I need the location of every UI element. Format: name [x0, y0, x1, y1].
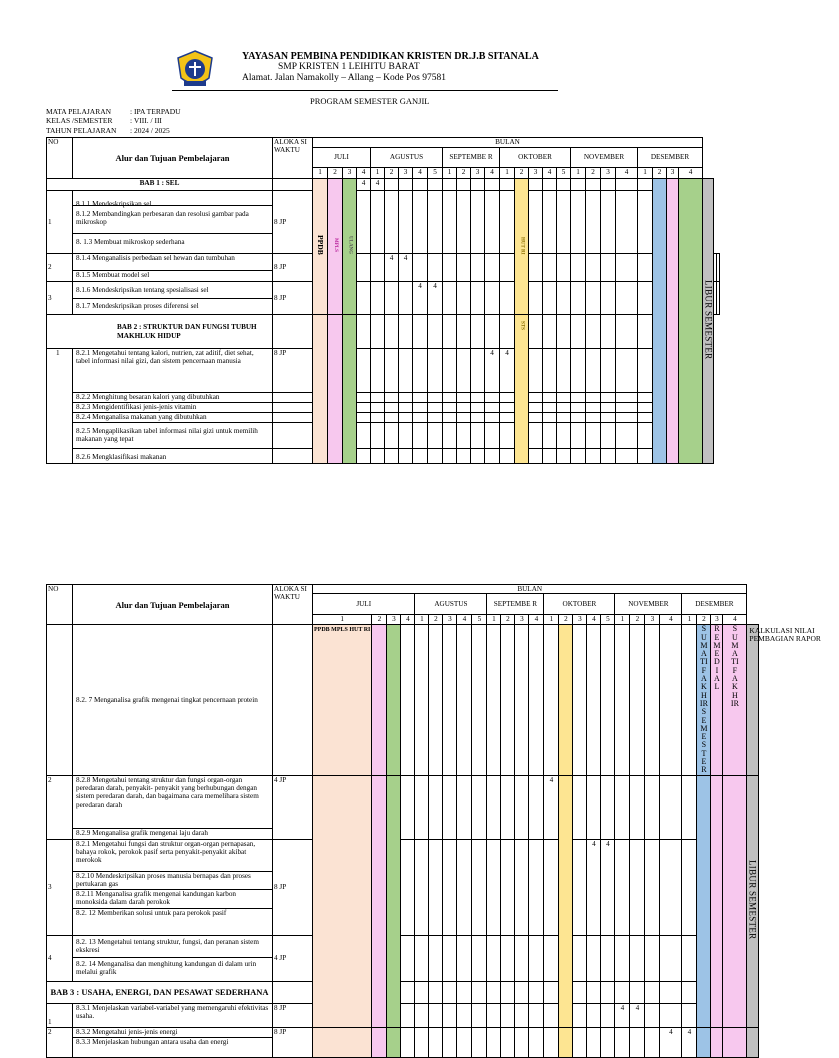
- week-cell: 3: [443, 615, 457, 625]
- top-labels: PPDB MPLS HUT RI: [314, 627, 371, 634]
- sumatif-column: [697, 625, 711, 775]
- item: 8.2. 12 Memberikan solusi untuk para perokok pasif: [76, 908, 227, 917]
- week-cell: 3: [529, 168, 543, 179]
- week-value: 4: [601, 839, 615, 935]
- month-november: NOVEMBER: [615, 594, 682, 615]
- row-items: [73, 935, 273, 981]
- item: 8.2.11 Menganalisa grafik mengenai kandungan karbon monoksida dalam darah perokok: [73, 890, 272, 909]
- week-value: 4: [357, 179, 371, 191]
- row-no: 3: [47, 282, 73, 315]
- month-juli: JULI: [313, 594, 415, 615]
- row-items: [73, 254, 273, 282]
- ppdb-column: [313, 315, 328, 464]
- week-cell: 2: [586, 168, 601, 179]
- row-no: 1: [47, 191, 73, 254]
- item: 8.2. 14 Menganalisa dan menghitung kandungan di dalam urin melalui grafik: [76, 959, 257, 976]
- week-cell: 1: [500, 168, 515, 179]
- week-cell: 2: [559, 615, 573, 625]
- bab2-heading: BAB 2 : STRUKTUR DAN FUNGSI TUBUH MAKHLUK HIDUP: [47, 315, 273, 349]
- item: 8.3.1 Menjelaskan variabel-variabel yang memengaruhi efektivitas usaha.: [73, 1003, 273, 1027]
- month-oktober: OKTOBER: [500, 148, 571, 168]
- ulang-label: ULANG: [347, 236, 353, 255]
- week-cell: 2: [697, 615, 711, 625]
- item: 8.1.4 Menganalisis perbedaan sel hewan dan tumbuhan: [73, 254, 272, 271]
- item: 8.3.3 Menjelaskan hubungan antara usaha dan energi: [76, 1037, 229, 1046]
- month-desember: DESEMBER: [682, 594, 747, 615]
- week-value: 4: [615, 1003, 630, 1027]
- libur-column: [747, 1027, 758, 1057]
- week-cell: 1: [487, 615, 501, 625]
- week-cell: 4: [485, 168, 500, 179]
- week-cell: 5: [472, 615, 487, 625]
- school-address: Alamat. Jalan Namakolly – Allang – Kode Pos 97581: [242, 73, 446, 83]
- no-header: NO: [47, 138, 73, 179]
- week-cell: 2: [653, 168, 667, 179]
- week-cell: 4: [723, 615, 747, 625]
- week-cell: 3: [573, 615, 587, 625]
- aloka-header: ALOKA SI WAKTU: [273, 585, 313, 625]
- row-no: 4: [47, 935, 73, 981]
- row-items: [73, 775, 273, 839]
- kalkulasi-column: [723, 625, 747, 775]
- month-agustus: AGUSTUS: [415, 594, 487, 615]
- green-column: [343, 179, 357, 315]
- program-title: PROGRAM SEMESTER GANJIL: [310, 96, 430, 106]
- yellow-column: [559, 625, 573, 775]
- week-cell: 3: [515, 615, 529, 625]
- week-value: 4: [385, 254, 399, 282]
- schedule-table-2: [46, 584, 821, 1058]
- item: 8.1.1 Mendeskripsikan sel: [73, 191, 272, 206]
- month-oktober: OKTOBER: [544, 594, 615, 615]
- school-name: SMP KRISTEN 1 LEIHITU BARAT: [278, 62, 420, 72]
- week-cell: 4: [357, 168, 371, 179]
- sumatif-column: [697, 1027, 711, 1057]
- week-cell: 2: [385, 168, 399, 179]
- row-jp: 8 JP: [273, 349, 313, 393]
- week-value: 4: [587, 839, 601, 935]
- row-jp: 8 JP: [273, 191, 313, 254]
- aloka-header: ALOKA SI WAKTU: [273, 138, 313, 179]
- green-column: [387, 1027, 401, 1057]
- month-november: NOVEMBER: [571, 148, 638, 168]
- remedial-column: [711, 625, 723, 775]
- schedule-table-1: [46, 137, 720, 464]
- week-cell: 2: [372, 615, 387, 625]
- ppdb-label: PPDB: [316, 235, 326, 256]
- week-cell: 2: [457, 168, 471, 179]
- kalkulasi-column: [723, 1027, 747, 1057]
- week-cell: 1: [682, 615, 697, 625]
- bab1-heading: BAB 1 : SEL: [47, 179, 273, 191]
- rapor-column: [747, 625, 821, 775]
- week-cell: 1: [443, 168, 457, 179]
- year-value: : 2024 / 2025: [130, 125, 170, 135]
- ppdb-column: [313, 1027, 372, 1057]
- subject-label: MATA PELAJARAN: [46, 107, 112, 116]
- week-cell: 2: [630, 615, 645, 625]
- year-label: TAHUN PELAJARAN: [46, 125, 117, 135]
- week-value: 4: [682, 1027, 697, 1057]
- mpls-column: [328, 315, 343, 464]
- week-cell: 1: [544, 615, 559, 625]
- week-cell: 4: [587, 615, 601, 625]
- week-value: 4: [500, 349, 515, 393]
- week-cell: 2: [429, 615, 443, 625]
- kalkulasi-text: KALKULASI NILAI: [749, 626, 815, 636]
- week-value: 4: [371, 179, 385, 191]
- yellow-column: [559, 775, 573, 1027]
- ppdb-column: [313, 775, 372, 1027]
- row-jp: 4 JP: [273, 935, 313, 981]
- libur-column: [747, 775, 758, 1027]
- item: 8.2.10 Mendeskripsikan proses manusia bernapas dan proses pertukaran gas: [73, 872, 272, 890]
- week-cell: 1: [313, 615, 372, 625]
- row-jp: 8 JP: [273, 1003, 313, 1027]
- item: 8.2.9 Menganalisa grafik mengenai laju darah: [76, 828, 208, 837]
- week-cell: 4: [660, 615, 682, 625]
- week-value: 4: [428, 282, 443, 315]
- yellow-column: [559, 1027, 573, 1057]
- ppdb-column: [313, 625, 372, 775]
- desember-w3-column: [679, 179, 703, 464]
- week-value: 4: [413, 282, 428, 315]
- pembagian-text: PEMBAGIAN RAPOR: [749, 634, 821, 644]
- item: 8. 1.3 Membuat mikroskop sederhana: [76, 238, 185, 246]
- green-column: [387, 625, 401, 775]
- class-label: KELAS /SEMESTER: [46, 116, 113, 126]
- item: 8.2.3 Mengidentifikasi jenis-jenis vitamin: [73, 403, 273, 413]
- week-cell: 5: [428, 168, 443, 179]
- week-cell: 1: [571, 168, 586, 179]
- row-no: 2: [47, 254, 73, 282]
- item: 8.2.1 Mengetahui tentang kalori, nutrien, zat aditif, diet sehat, tabel informasi nilai gizi, dan sistem pencernaan manusia: [76, 349, 254, 366]
- item: 8.2.5 Mengaplikasikan tabel informasi nilai gizi untuk memilih makanan yang tepat: [73, 423, 273, 449]
- kalkulasi-label: SUMATIF AKHIR: [730, 624, 739, 708]
- week-cell: 3: [711, 615, 723, 625]
- mpls-column: [372, 1027, 387, 1057]
- sts-column: [515, 315, 529, 464]
- school-logo: [176, 50, 214, 90]
- row-no-value: 1: [56, 349, 60, 357]
- row-jp: 4 JP: [273, 775, 313, 839]
- bulan-header: BULAN: [313, 585, 747, 594]
- hut-label: HUT RI: [519, 236, 525, 255]
- mpls-label: MPLS: [333, 238, 339, 253]
- week-cell: 2: [328, 168, 343, 179]
- week-cell: 1: [415, 615, 429, 625]
- foundation-name: YAYASAN PEMBINA PENDIDIKAN KRISTEN DR.J.B SITANALA: [242, 51, 539, 62]
- subject-meta: [46, 107, 181, 135]
- week-cell: 1: [615, 615, 630, 625]
- item: 8.1.2 Membandingkan perbesaran dan resolusi gambar pada mikroskop: [73, 206, 272, 234]
- item: 8.2. 7 Menganalisa grafik mengenai tingkat pencernaan protein: [73, 625, 273, 775]
- libur-label: LIBUR SEMESTER: [747, 860, 758, 940]
- week-cell: 4: [457, 615, 472, 625]
- week-cell: 4: [529, 615, 544, 625]
- month-september: SEPTEMBE R: [443, 148, 500, 168]
- month-desember: DESEMBER: [638, 148, 703, 168]
- week-cell: 2: [501, 615, 515, 625]
- row-items: [73, 349, 273, 393]
- row-items: [73, 282, 273, 315]
- alur-header: Alur dan Tujuan Pembelajaran: [73, 138, 273, 179]
- school-header: [242, 51, 539, 84]
- remedial-label: REMEDIAL: [713, 624, 721, 692]
- hut-column: [515, 179, 529, 315]
- week-value: 4: [544, 775, 559, 839]
- week-cell: 4: [401, 615, 415, 625]
- week-cell: 5: [601, 615, 615, 625]
- desember-w2-column: [667, 179, 679, 464]
- week-cell: 1: [313, 168, 328, 179]
- item: 8.2.6 Mengklasifikasi makanan: [73, 449, 273, 464]
- item: 8.2.2 Menghitung besaran kalori yang dibutuhkan: [73, 393, 273, 403]
- green-column: [343, 315, 357, 464]
- row-jp: 8 JP: [273, 254, 313, 282]
- week-cell: 3: [601, 168, 616, 179]
- no-header: NO: [47, 585, 73, 625]
- week-cell: 4: [679, 168, 703, 179]
- week-cell: 4: [543, 168, 557, 179]
- week-cell: 1: [371, 168, 385, 179]
- remedial-column: [711, 775, 723, 1027]
- row-items: [73, 1027, 273, 1057]
- month-agustus: AGUSTUS: [371, 148, 443, 168]
- green-column: [387, 775, 401, 1027]
- item: 8.2.1 Mengetahui fungsi dan struktur organ-organ pernapasan, bahaya rokok, perokok pasif serta penyakit-penyakit akibat merokok: [73, 840, 272, 872]
- month-juli: JULI: [313, 148, 371, 168]
- week-value: 4: [399, 254, 413, 282]
- libur-column: [703, 179, 714, 464]
- subject-value: : IPA TERPADU: [130, 107, 181, 116]
- bulan-header: BULAN: [313, 138, 703, 148]
- mpls-column: [372, 775, 387, 1027]
- week-cell: 3: [399, 168, 413, 179]
- kalkulasi-column: [723, 775, 747, 1027]
- row-items: [73, 191, 273, 254]
- week-value: 4: [660, 1027, 682, 1057]
- alur-header: Alur dan Tujuan Pembelajaran: [73, 585, 273, 625]
- item: 8.2.8 Mengetahui tentang struktur dan fungsi organ-organ peredaran darah, penyakit- penyakit yang berhubungan dengan sistem peredaran darah, dan bagaimana cara memelihara sistem peredaran darah: [73, 776, 272, 829]
- week-cell: 1: [638, 168, 653, 179]
- ppdb-column: [313, 179, 328, 315]
- week-cell: 2: [515, 168, 529, 179]
- row-no: 2: [47, 775, 73, 839]
- remedial-column: [711, 1027, 723, 1057]
- item: 8.2.4 Menganalisa makanan yang dibutuhkan: [73, 413, 273, 423]
- week-value: 4: [630, 1003, 645, 1027]
- row-jp: 8 JP: [273, 839, 313, 935]
- sumatif-label: SUMATIF AKHIR SEMESTER: [699, 624, 708, 775]
- row-no: [47, 349, 73, 464]
- item: 8.1.7 Mendeskripsikan proses diferensi sel: [76, 302, 199, 310]
- item: 8.1.5 Membuat model sel: [76, 271, 150, 279]
- row-no: 3: [47, 839, 73, 935]
- row-items: [73, 839, 273, 935]
- row-no: 1: [47, 1003, 73, 1027]
- mpls-column: [372, 625, 387, 775]
- header-divider: [172, 90, 558, 91]
- week-cell: 3: [667, 168, 679, 179]
- week-cell: 3: [471, 168, 485, 179]
- class-value: : VIII. / III: [130, 116, 162, 126]
- sumatif-column: [697, 775, 711, 1027]
- item: 8.2. 13 Mengetahui tentang struktur, fungsi, dan peranan sistem ekskresi: [73, 936, 272, 958]
- libur-label: LIBUR SEMESTER: [703, 280, 714, 360]
- sts-label: STS: [519, 321, 525, 330]
- row-no: 2: [47, 1027, 73, 1057]
- bab3-heading: BAB 3 : USAHA, ENERGI, DAN PESAWAT SEDERHANA: [47, 981, 273, 1003]
- week-cell: 3: [645, 615, 660, 625]
- desember-w1-column: [653, 179, 667, 464]
- week-cell: 3: [387, 615, 401, 625]
- row-jp: 8 JP: [273, 282, 313, 315]
- week-cell: 4: [413, 168, 428, 179]
- mpls-column: [328, 179, 343, 315]
- row-jp: 8 JP: [273, 1027, 313, 1057]
- week-cell: 5: [557, 168, 571, 179]
- week-cell: 3: [343, 168, 357, 179]
- item: 8.3.2 Mengetahui jenis-jenis energi: [73, 1028, 272, 1038]
- week-value: 4: [485, 349, 500, 393]
- item: 8.1.6 Mendeskripsikan tentang spesialisasi sel: [73, 282, 272, 299]
- week-cell: 4: [616, 168, 638, 179]
- month-september: SEPTEMBE R: [487, 594, 544, 615]
